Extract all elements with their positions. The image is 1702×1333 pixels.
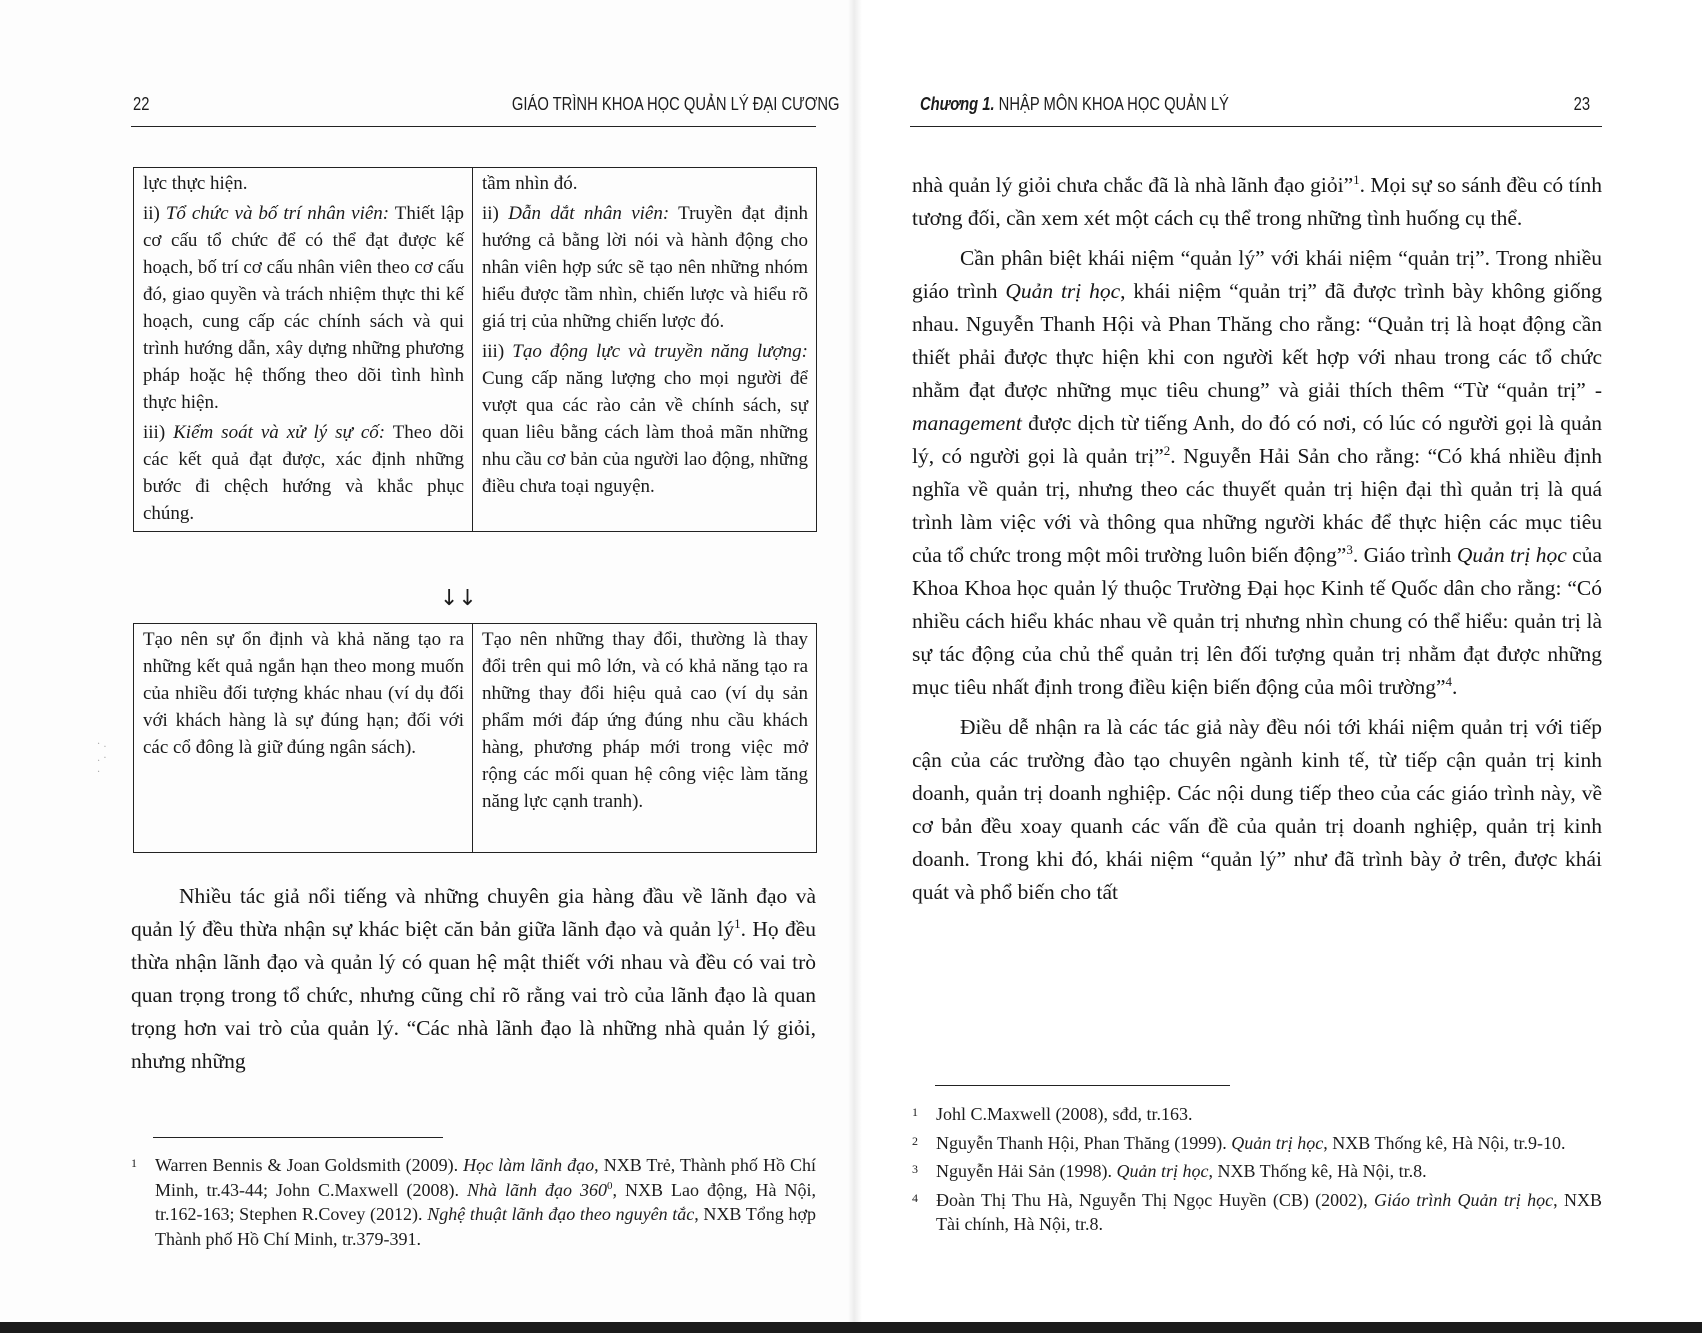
table-cell-paragraph: ii) Tổ chức và bố trí nhân viên: Thiết lập cơ cấu tổ chức để có thể đạt được kế hoạch, bố trí cơ cấu nhân viên theo cơ cấu đó, giao quyền và trách nhiệm thực thi kế hoạch, cung cấp các chính sách và qui trình hướng dẫn, xây dựng những phương pháp hoặc hệ thống theo dõi tình hình thực hiện. [143,203,464,413]
left-footnotes [131,1153,816,1255]
table-cell-paragraph: iii) Kiểm soát và xử lý sự cố: Theo dõi các kết quả đạt được, xác định những bước đi chệch hướng và khắc phục chúng. [143,422,464,524]
right-page-number: 23 [1573,94,1590,114]
footnote: 1 Warren Bennis & Joan Goldsmith (2009). Học làm lãnh đạo, NXB Trẻ, Thành phố Hồ Chí Minh, tr.43-44; John C.Maxwell (2008). Nhà lãnh đạo $360^0$, NXB Lao động, Hà Nội, tr.162-163; Stephen R.Covey (2012). Nghệ thuật lãnh đạo theo nguyên tắc, NXB Tổng hợp Thành phố Hồ Chí Minh, tr.379-391. [131,1155,816,1249]
body-paragraph: Cần phân biệt khái niệm “quản lý” với khái niệm “quản trị”. Trong nhiều giáo trình Quản trị học, khái niệm “quản trị” đã được trình bày không giống nhau. Nguyễn Thanh Hội và Phan Thăng cho rằng: “Quản trị là hoạt động cần thiết phải được thực hiện khi con người kết hợp với nhau trong các tổ chức nhằm đạt được những mục tiêu chung” và giải thích thêm “Từ “quản trị” - management được dịch từ tiếng Anh, do đó có nơi, có lúc có người gọi là quản lý, có người gọi là quản trị”$^2$. Nguyễn Hải Sản cho rằng: “Có khá nhiều định nghĩa về quản trị, nhưng theo các thuyết quản trị hiện đại thì quản trị là quá trình làm việc với và thông qua những người khác để thực hiện các mục tiêu của tổ chức trong một môi trường luôn biến động”$^3$. Giáo trình Quản trị học của Khoa Khoa học quản lý thuộc Trường Đại học Kinh tế Quốc dân cho rằng: “Có nhiều cách hiểu khác nhau về quản trị nhưng nhìn chung có thể hiểu: quản trị là sự tác động của chủ thể quản trị lên đối tượng quản trị nhằm đạt được những mục tiêu nhất định trong điều kiện biến động của môi trường”$^4$. [912,246,1602,699]
body-paragraph: nhà quản lý giỏi chưa chắc đã là nhà lãnh đạo giỏi”$^1$. Mọi sự so sánh đều có tính tương đối, cần xem xét một cách cụ thể trong những tình huống cụ thể. [912,171,1602,230]
body-paragraph: Điều dễ nhận ra là các tác giả này đều nói tới khái niệm quản trị với tiếp cận của các trường đào tạo chuyên ngành kinh tế, từ tiếp cận quản trị kinh doanh, quản trị doanh nghiệp. Các nội dung tiếp theo của các giáo trình này, về cơ bản đều xoay quanh các vấn đề của quản trị doanh nghiệp, quản trị kinh doanh. Trong khi đó, khái niệm “quản lý” như đã trình bày ở trên, được khái quát và phổ biến cho tất [912,715,1602,904]
right-running-header: Chương 1. NHẬP MÔN KHOA HỌC QUẢN LÝ [920,94,1229,114]
margin-specks: · . . · · [97,739,107,778]
footnote: 1 Johl C.Maxwell (2008), sđd, tr.163. [912,1104,1193,1124]
left-header-rule [131,126,816,127]
management-column [134,168,473,532]
left-running-header: GIÁO TRÌNH KHOA HỌC QUẢN LÝ ĐẠI CƯƠNG [511,94,840,114]
comparison-table-bottom [133,623,817,853]
table-cell-paragraph: ii) Dẫn dắt nhân viên: Truyền đạt định hướng cả bằng lời nói và hành động cho nhân viên hợp sức sẽ tạo nên những nhóm hiểu được tầm nhìn, chiến lược và hiểu rõ giá trị của những chiến lược đó. [482,203,808,332]
table-cell-paragraph: tầm nhìn đó. [482,173,578,194]
leadership-column [473,168,817,532]
right-body-text [912,169,1602,909]
right-footnotes [912,1102,1602,1241]
left-footnote-rule [153,1137,443,1138]
table-cell-paragraph: lực thực hiện. [143,173,248,194]
comparison-table-top [133,167,817,532]
management-result-cell: Tạo nên sự ổn định và khả năng tạo ra những kết quả ngắn hạn theo mong muốn của nhiều đối tượng khác nhau (ví dụ đối với khách hàng là sự đúng hạn; đối với các cổ đông là giữ đúng ngân sách). [134,624,473,853]
body-paragraph: Nhiều tác giả nổi tiếng và những chuyên gia hàng đầu về lãnh đạo và quản lý đều thừa nhận sự khác biệt căn bản giữa lãnh đạo và quản $lý^1$. Họ đều thừa nhận lãnh đạo và quản lý có quan hệ mật thiết với nhau và đều có vai trò quan trọng trong tổ chức, nhưng cũng chỉ rõ rằng vai trò của lãnh đạo là quan trọng hơn vai trò của quản lý. “Các nhà lãnh đạo là những nhà quản lý giỏi, nhưng những [131,884,816,1073]
leadership-result-cell: Tạo nên những thay đổi, thường là thay đổi trên qui mô lớn, và có khả năng tạo ra những thay đổi hiệu quả cao (ví dụ sản phẩm mới đáp ứng đúng nhu cầu khách hàng, phương pháp mới trong việc mở rộng các mối quan hệ công việc làm tăng năng lực cạnh tranh). [473,624,817,853]
left-body-text [131,880,816,1078]
footnote: 2 Nguyễn Thanh Hội, Phan Thăng (1999). Quản trị học, NXB Thống kê, Hà Nội, tr.9-10. [912,1132,1566,1153]
book-gutter [848,0,862,1333]
footnote: 3 Nguyễn Hải Sản (1998). Quản trị học, NXB Thống kê, Hà Nội, tr.8. [912,1161,1427,1181]
right-footnote-rule [935,1085,1230,1086]
scan-bottom-edge [0,1322,1702,1333]
right-header-rule [910,126,1602,127]
left-page-number: 22 [133,94,150,114]
table-cell-paragraph: iii) Tạo động lực và truyền năng lượng: Cung cấp năng lượng cho mọi người để vượt qua các rào cản về chính sách, sự quan liêu bằng cách làm thoả mãn những nhu cầu cơ bản của người lao động, những điều chưa toại nguyện. [482,341,808,497]
footnote: 4 Đoàn Thị Thu Hà, Nguyễn Thị Ngọc Huyền (CB) (2002), Giáo trình Quản trị học, NXB Tài chính, Hà Nội, tr.8. [912,1189,1602,1234]
down-arrows-icon: ↓↓ [440,586,477,611]
